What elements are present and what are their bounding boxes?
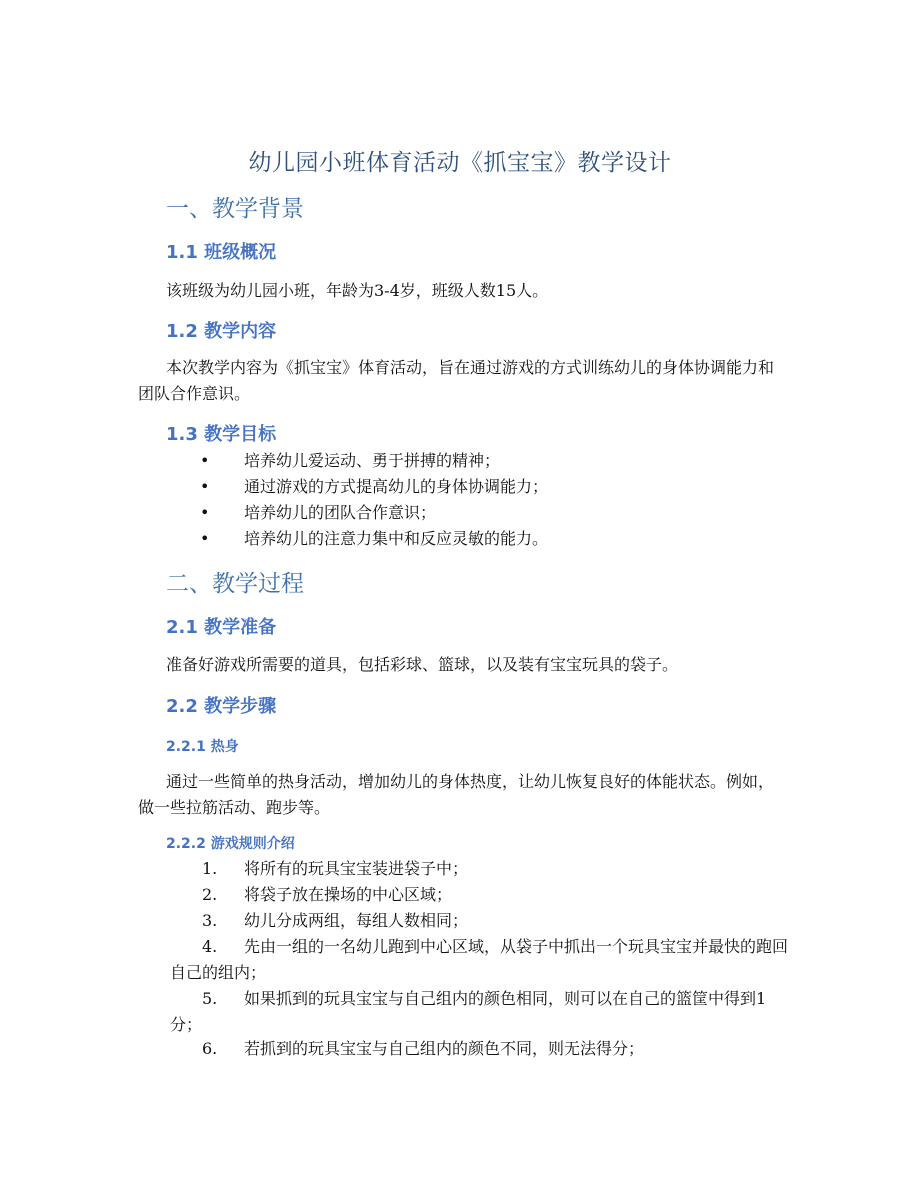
- goal-text: 培养幼儿爱运动、勇于拼搏的精神；: [244, 451, 501, 470]
- rule-text: 将袋子放在操场的中心区域；: [244, 885, 453, 904]
- rule-text: 若抓到的玩具宝宝与自己组内的颜色不同，则无法得分；: [244, 1039, 645, 1058]
- subsection-heading-preparation: 2.1 教学准备: [166, 617, 277, 638]
- subsection-heading-class-overview: 1.1 班级概况: [166, 242, 277, 263]
- preparation-text: 准备好游戏所需要的道具，包括彩球、篮球，以及装有宝宝玩具的袋子。: [166, 655, 679, 674]
- goal-text: 通过游戏的方式提高幼儿的身体协调能力；: [244, 477, 549, 496]
- rule-number: 4.: [202, 937, 218, 956]
- rule-text: 先由一组的一名幼儿跑到中心区域，从袋子中抓出一个玩具宝宝并最快的跑回自己的组内；: [170, 937, 789, 982]
- rule-number: 2.: [202, 885, 218, 904]
- rule-number: 3.: [202, 911, 218, 930]
- class-overview-text: 该班级为幼儿园小班，年龄为3-4岁，班级人数15人。: [166, 281, 549, 300]
- goal-text: 培养幼儿的团队合作意识；: [244, 503, 437, 522]
- bullet-icon: •: [200, 477, 210, 496]
- rule-list-item: [170, 908, 790, 934]
- document-title: 幼儿园小班体育活动《抓宝宝》教学设计: [248, 150, 672, 176]
- rule-text: 幼儿分成两组，每组人数相同；: [244, 911, 469, 930]
- subsection-heading-teaching-steps: 2.2 教学步骤: [166, 696, 277, 717]
- warmup-text: 通过一些简单的热身活动，增加幼儿的身体热度，让幼儿恢复良好的体能状态。例如，做一些拉筋活动、跑步等。: [138, 772, 775, 817]
- rule-text: 将所有的玩具宝宝装进袋子中；: [244, 859, 469, 878]
- section-heading-background: 一、教学背景: [166, 196, 304, 222]
- bullet-icon: •: [200, 451, 210, 470]
- bullet-icon: •: [200, 503, 210, 522]
- goal-text: 培养幼儿的注意力集中和反应灵敏的能力。: [244, 529, 549, 548]
- step-heading-game-rules: 2.2.2 游戏规则介绍: [166, 836, 295, 852]
- rule-number: 1.: [202, 859, 218, 878]
- step-heading-warmup: 2.2.1 热身: [166, 739, 239, 755]
- teaching-content-text: 本次教学内容为《抓宝宝》体育活动，旨在通过游戏的方式训练幼儿的身体协调能力和团队合作意识。: [138, 358, 775, 403]
- rule-number: 6.: [202, 1039, 218, 1058]
- rule-list-item: [170, 986, 790, 1038]
- rule-list-item: [170, 934, 790, 986]
- rule-number: 5.: [202, 989, 218, 1008]
- section-heading-teaching-process: 二、教学过程: [166, 571, 304, 597]
- subsection-heading-teaching-content: 1.2 教学内容: [166, 321, 277, 342]
- rule-list-item: [170, 1036, 790, 1062]
- rule-list-item: [170, 882, 790, 908]
- bullet-icon: •: [200, 529, 210, 548]
- subsection-heading-teaching-goals: 1.3 教学目标: [166, 424, 277, 445]
- rule-list-item: [170, 856, 790, 882]
- rule-text: 如果抓到的玩具宝宝与自己组内的颜色相同，则可以在自己的篮筐中得到1分；: [170, 989, 767, 1034]
